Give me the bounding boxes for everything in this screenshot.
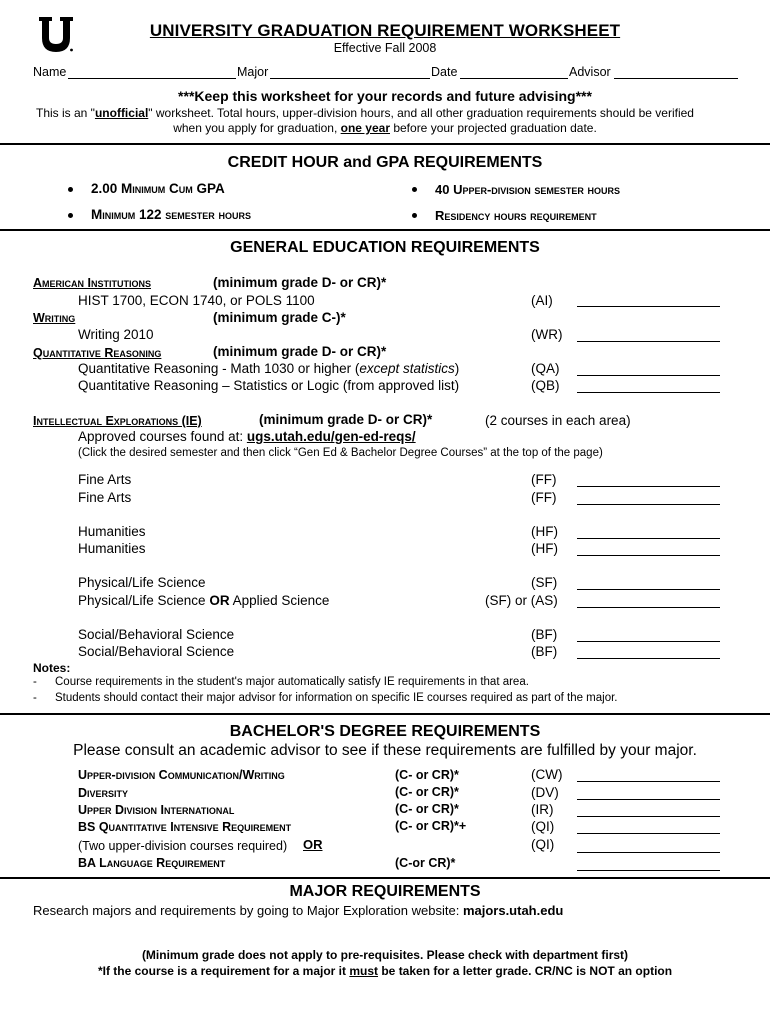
qa-code: (QA) [531, 361, 560, 376]
gen-ed-heading: GENERAL EDUCATION REQUIREMENTS [230, 239, 540, 256]
bachelor-completion-field[interactable] [577, 870, 720, 871]
divider [0, 713, 770, 715]
ba-language-label: BA Language Requirement [78, 856, 226, 870]
major-field[interactable] [270, 78, 430, 79]
ie-completion-field[interactable] [577, 641, 720, 642]
date-label: Date [431, 65, 458, 79]
credit-minimum-hours: Minimum 122 semester hours [91, 207, 252, 222]
ie-row-name-or: Physical/Life Science OR Applied Science [78, 593, 330, 608]
two-courses-note: (Two upper-division courses required) [78, 839, 288, 853]
bachelor-completion-field[interactable] [577, 799, 720, 800]
major-label: Major [237, 65, 269, 79]
bullet-icon [412, 213, 417, 218]
bachelor-row-label: Upper Division International [78, 803, 235, 817]
bachelor-row-grade: (C- or CR)*+ [395, 819, 467, 833]
or-word: OR [303, 837, 323, 852]
ie-row-code: (SF) [531, 575, 558, 590]
ai-grade: (minimum grade D- or CR)* [213, 275, 387, 290]
ie-label: Intellectual Explorations (IE) [33, 414, 202, 428]
ie-grade: (minimum grade D- or CR)* [259, 412, 433, 427]
credit-gpa: 2.00 Minimum Cum GPA [91, 181, 225, 196]
major-site-link[interactable]: majors.utah.edu [462, 903, 564, 918]
note-dash: - [33, 676, 37, 688]
divider [0, 877, 770, 879]
bachelor-completion-field[interactable] [577, 833, 720, 834]
footer-line1: (Minimum grade does not apply to pre-requisites. Please check with department first) [141, 948, 629, 962]
bachelor-row-label: Upper-division Communication/Writing [78, 768, 285, 782]
ai-label: American Institutions [33, 276, 151, 290]
bachelor-row-grade: (C- or CR)* [395, 768, 459, 782]
bachelor-completion-field[interactable] [577, 816, 720, 817]
ie-click-note: (Click the desired semester and then click “Gen Ed & Bachelor Degree Courses” at the top of the page) [78, 447, 603, 459]
bachelor-row-code: (CW) [531, 767, 563, 782]
bachelor-row-label: BS Quantitative Intensive Requirement [78, 820, 292, 834]
ai-code: (AI) [531, 293, 553, 308]
major-heading: MAJOR REQUIREMENTS [289, 883, 481, 900]
qb-completion-field[interactable] [577, 392, 720, 393]
date-field[interactable] [460, 78, 568, 79]
unofficial-notice-line2: when you apply for graduation, one year before your projected graduation date. [173, 121, 597, 135]
credit-residency: Residency hours requirement [435, 208, 597, 223]
ai-completion-field[interactable] [577, 306, 720, 307]
qb-course: Quantitative Reasoning – Statistics or Logic (from approved list) [78, 378, 460, 393]
ie-row-code: (BF) [531, 627, 558, 642]
bachelor-row-grade: (C- or CR)* [395, 785, 459, 799]
wr-code: (WR) [531, 327, 563, 342]
ie-row-name: Fine Arts [78, 490, 132, 505]
ie-note: (2 courses in each area) [485, 413, 631, 428]
ie-url-link[interactable]: ugs.utah.edu/gen-ed-reqs/ [246, 429, 416, 444]
bachelor-row-code: (QI) [531, 837, 555, 852]
major-research: Research majors and requirements by going to Major Exploration website: majors.utah.edu [33, 903, 564, 918]
page-title: UNIVERSITY GRADUATION REQUIREMENT WORKSHEET [149, 21, 621, 40]
ie-row-name: Social/Behavioral Science [78, 627, 235, 642]
ie-row-code: (FF) [531, 490, 557, 505]
ie-row-name: Humanities [78, 524, 146, 539]
bachelor-completion-field[interactable] [577, 781, 720, 782]
ba-language-grade: (C-or CR)* [395, 856, 456, 870]
bachelor-consult: Please consult an academic advisor to see if these requirements are fulfilled by your major. [73, 742, 697, 759]
ie-completion-field[interactable] [577, 607, 720, 608]
ie-row-name: Social/Behavioral Science [78, 644, 235, 659]
divider [0, 229, 770, 231]
bullet-icon [412, 187, 417, 192]
wr-grade: (minimum grade C-)* [213, 310, 346, 325]
ie-row-code: (HF) [531, 541, 558, 556]
advisor-field[interactable] [614, 78, 738, 79]
ie-completion-field[interactable] [577, 504, 720, 505]
ie-completion-field[interactable] [577, 486, 720, 487]
note-item: Course requirements in the student's major automatically satisfy IE requirements in that area. [55, 676, 529, 688]
ie-completion-field[interactable] [577, 589, 720, 590]
bachelor-completion-field[interactable] [577, 852, 720, 853]
ie-completion-field[interactable] [577, 538, 720, 539]
bachelor-row-label: Diversity [78, 786, 129, 800]
credit-upper-division: 40 Upper-division semester hours [435, 182, 621, 197]
notes-label: Notes: [33, 661, 71, 675]
bachelor-row-grade: (C- or CR)* [395, 802, 459, 816]
qa-completion-field[interactable] [577, 375, 720, 376]
note-item: Students should contact their major advisor for information on specific IE courses required as part of the major. [55, 692, 618, 704]
qr-label: Quantitative Reasoning [33, 346, 162, 360]
bachelor-row-code: (DV) [531, 785, 559, 800]
credit-heading: CREDIT HOUR and GPA REQUIREMENTS [227, 154, 543, 171]
note-dash: - [33, 692, 37, 704]
unofficial-notice: This is an "unofficial" worksheet. Total hours, upper-division hours, and all other graduation requirements should be verified [36, 106, 694, 120]
advisor-label: Advisor [569, 65, 611, 79]
effective-date: Effective Fall 2008 [333, 41, 437, 55]
divider [0, 143, 770, 145]
wr-completion-field[interactable] [577, 341, 720, 342]
name-label: Name [33, 65, 67, 79]
footer-line2: *If the course is a requirement for a major it must be taken for a letter grade. CR/NC is NOT an option [97, 964, 673, 978]
ie-row-name: Humanities [78, 541, 146, 556]
name-field[interactable] [68, 78, 236, 79]
ie-row-name: Physical/Life Science [78, 575, 206, 590]
ie-row-code: (FF) [531, 472, 557, 487]
wr-course: Writing 2010 [78, 327, 154, 342]
keep-notice: ***Keep this worksheet for your records and future advising*** [178, 88, 592, 104]
ie-row-code: (HF) [531, 524, 558, 539]
ie-row-code: (BF) [531, 644, 558, 659]
ai-course: HIST 1700, ECON 1740, or POLS 1100 [78, 293, 315, 308]
bachelor-row-code: (IR) [531, 802, 554, 817]
ie-row-code: (SF) or (AS) [485, 593, 558, 608]
ie-row-name: Fine Arts [78, 472, 132, 487]
bachelor-heading: BACHELOR'S DEGREE REQUIREMENTS [229, 723, 541, 740]
qb-code: (QB) [531, 378, 560, 393]
bullet-icon [68, 213, 73, 218]
wr-label: Writing [33, 311, 76, 325]
ie-approved: Approved courses found at: ugs.utah.edu/gen-ed-reqs/ [78, 429, 416, 444]
bullet-icon [68, 187, 73, 192]
qa-course: Quantitative Reasoning - Math 1030 or higher (except statistics) [78, 361, 460, 376]
ie-completion-field[interactable] [577, 658, 720, 659]
qr-grade: (minimum grade D- or CR)* [213, 344, 387, 359]
bachelor-row-code: (QI) [531, 819, 555, 834]
ie-completion-field[interactable] [577, 555, 720, 556]
